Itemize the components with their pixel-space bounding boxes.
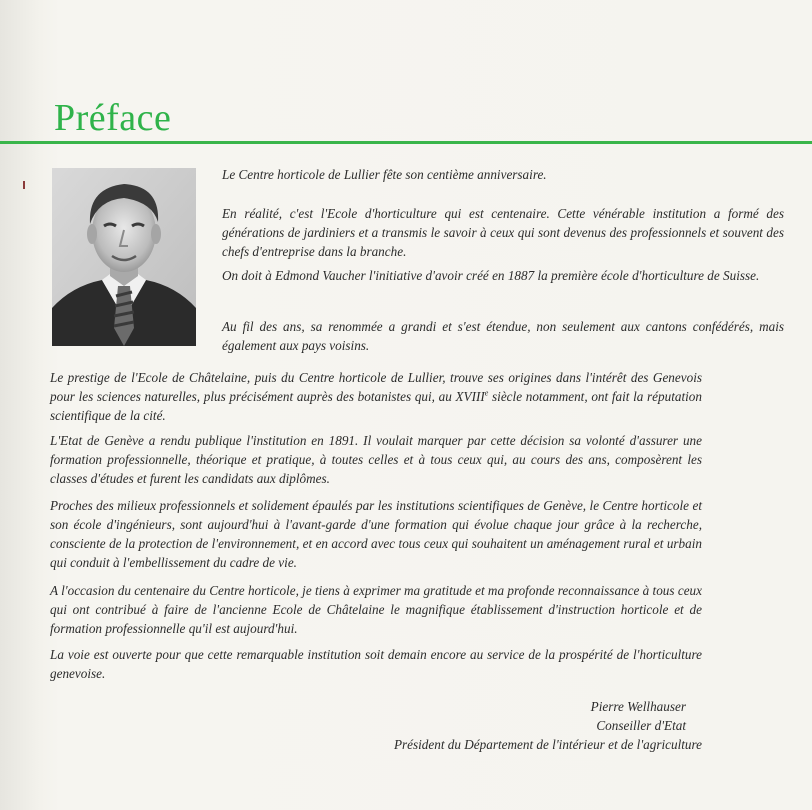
superscript: e	[484, 388, 489, 398]
signature-block	[394, 697, 702, 754]
paragraph-8: A l'occasion du centenaire du Centre horticole, je tiens à exprimer ma gratitude et ma profonde reconnaissance à tous ceux qui ont contribué à faire de l'ancienne Ecole de Châtelaine le magnifique établissement d'instruction horticole et de formation professionnelle qu'il est aujourd'hui.	[50, 583, 702, 636]
paragraph-6: L'Etat de Genève a rendu publique l'institution en 1891. Il voulait marquer par cette décision sa volonté d'assurer une formation professionnelle, théorique et pratique, à toutes celles et à tous ceux qui, au cours des ans, composèrent les classes d'études et furent les candidats aux diplômes.	[50, 433, 702, 486]
title-rule	[0, 141, 812, 144]
paragraph-4: Au fil des ans, sa renommée a grandi et s'est étendue, non seulement aux cantons confédérés, mais également aux pays voisins.	[222, 319, 784, 353]
signature-office: Président du Département de l'intérieur et de l'agriculture	[393, 737, 702, 752]
paragraph-7: Proches des milieux professionnels et solidement épaulés par les institutions scientifiques de Genève, le Centre horticole et son école d'ingénieurs, sont aujourd'hui à l'avant-garde d'une formation qui évolue chaque jour grâce à la recherche, consciente de la protection de l'environnement, et en accord avec tous ceux qui souhaitent un aménagement rural et urbain qui conduit à l'embellissement du cadre de vie.	[50, 498, 702, 570]
signature-role: Conseiller d'Etat	[596, 718, 686, 733]
signature-name: Pierre Wellhauser	[590, 699, 686, 714]
paragraph-5-part-a: Le prestige de l'Ecole de Châtelaine, puis du Centre horticole de Lullier, trouve ses origines dans l'intérêt des Genevois pour les sciences naturelles, plus précisément auprès des botanistes qui, au XVIII	[50, 370, 702, 404]
page-title: Préface	[54, 97, 172, 139]
paragraph-5	[50, 368, 702, 425]
paragraph-9: La voie est ouverte pour que cette remarquable institution soit demain encore au service de la prospérité de l'horticulture genevoise.	[50, 647, 702, 681]
paragraph-3: On doit à Edmond Vaucher l'initiative d'avoir créé en 1887 la première école d'horticulture de Suisse.	[222, 268, 760, 283]
portrait-photo	[52, 168, 196, 346]
margin-mark	[23, 181, 25, 189]
paragraph-5-part-b: siècle notamment, ont fait la réputation scientifique de la cité.	[50, 389, 702, 423]
paragraph-1: Le Centre horticole de Lullier fête son centième anniversaire.	[222, 167, 547, 182]
portrait-image	[52, 168, 196, 346]
paragraph-2: En réalité, c'est l'Ecole d'horticulture qui est centenaire. Cette vénérable institution a formé des générations de jardiniers et a transmis le savoir à ceux qui sont devenus des professionnels et souvent des chefs d'entreprise dans la branche.	[222, 206, 784, 259]
